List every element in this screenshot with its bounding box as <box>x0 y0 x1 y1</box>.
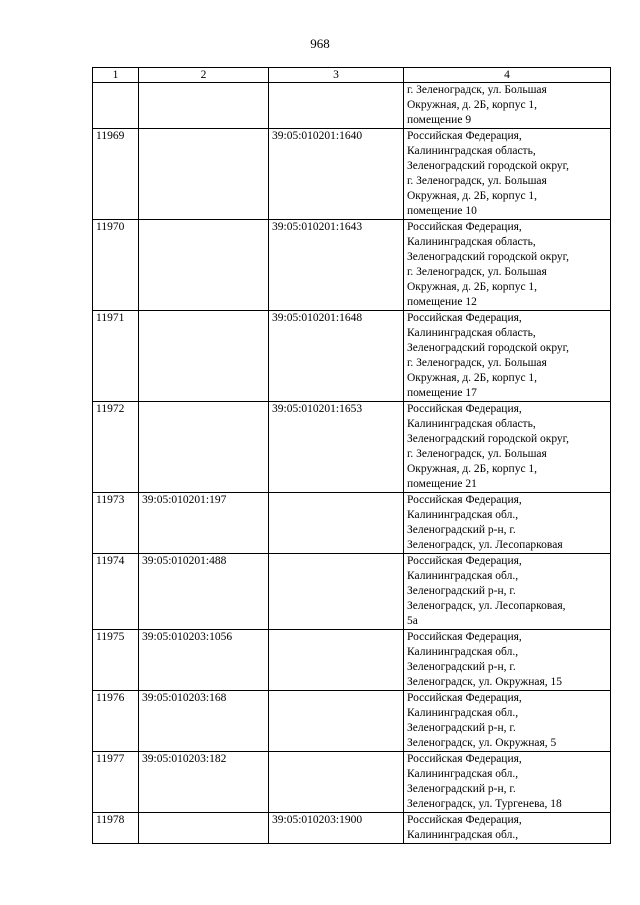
table-row <box>93 691 611 752</box>
address: Российская Федерация, Калининградская обл., Зеленоградский р-н, г. Зеленоградск, ул. Окружная, 5 <box>404 691 611 752</box>
table-row <box>93 220 611 311</box>
land-cadastral-number: 39:05:010201:197 <box>139 493 269 554</box>
object-cadastral-number <box>269 493 404 554</box>
row-number: 11973 <box>93 493 139 554</box>
land-cadastral-number <box>139 813 269 844</box>
row-number: 11975 <box>93 630 139 691</box>
row-number: 11976 <box>93 691 139 752</box>
land-cadastral-number <box>139 220 269 311</box>
address: Российская Федерация, Калининградская область, Зеленоградский городской округ, г. Зеленоградск, ул. Большая Окружная, д. 2Б, корпус 1, помещение 17 <box>404 311 611 402</box>
column-header-1: 1 <box>93 68 139 83</box>
address: Российская Федерация, Калининградская область, Зеленоградский городской округ, г. Зеленоградск, ул. Большая Окружная, д. 2Б, корпус 1, помещение 10 <box>404 129 611 220</box>
row-number: 11978 <box>93 813 139 844</box>
address: Российская Федерация, Калининградская обл., Зеленоградский р-н, г. Зеленоградск, ул. Окружная, 15 <box>404 630 611 691</box>
table-row <box>93 402 611 493</box>
address: Российская Федерация, Калининградская обл., <box>404 813 611 844</box>
land-cadastral-number: 39:05:010203:182 <box>139 752 269 813</box>
land-cadastral-number <box>139 311 269 402</box>
row-number: 11971 <box>93 311 139 402</box>
address: Российская Федерация, Калининградская обл., Зеленоградский р-н, г. Зеленоградск, ул. Лесопарковая, 5а <box>404 554 611 630</box>
land-cadastral-number: 39:05:010203:1056 <box>139 630 269 691</box>
header-row <box>93 68 611 83</box>
row-number <box>93 83 139 129</box>
page-number: 968 <box>310 36 330 51</box>
table-row <box>93 752 611 813</box>
table-row <box>93 311 611 402</box>
land-cadastral-number <box>139 129 269 220</box>
object-cadastral-number <box>269 752 404 813</box>
land-cadastral-number: 39:05:010203:168 <box>139 691 269 752</box>
table-row <box>93 630 611 691</box>
column-header-2: 2 <box>139 68 269 83</box>
table-row <box>93 129 611 220</box>
object-cadastral-number: 39:05:010203:1900 <box>269 813 404 844</box>
table-row <box>93 813 611 844</box>
table-row <box>93 554 611 630</box>
land-cadastral-number <box>139 83 269 129</box>
address: Российская Федерация, Калининградская область, Зеленоградский городской округ, г. Зеленоградск, ул. Большая Окружная, д. 2Б, корпус 1, помещение 21 <box>404 402 611 493</box>
row-number: 11972 <box>93 402 139 493</box>
row-number: 11974 <box>93 554 139 630</box>
column-header-3: 3 <box>269 68 404 83</box>
object-cadastral-number: 39:05:010201:1643 <box>269 220 404 311</box>
row-number: 11970 <box>93 220 139 311</box>
table-row <box>93 83 611 129</box>
table-row <box>93 493 611 554</box>
object-cadastral-number: 39:05:010201:1653 <box>269 402 404 493</box>
object-cadastral-number: 39:05:010201:1648 <box>269 311 404 402</box>
address: Российская Федерация, Калининградская область, Зеленоградский городской округ, г. Зеленоградск, ул. Большая Окружная, д. 2Б, корпус 1, помещение 12 <box>404 220 611 311</box>
land-cadastral-number <box>139 402 269 493</box>
address: Российская Федерация, Калининградская обл., Зеленоградский р-н, г. Зеленоградск, ул. Лесопарковая <box>404 493 611 554</box>
object-cadastral-number <box>269 83 404 129</box>
row-number: 11969 <box>93 129 139 220</box>
address: Российская Федерация, Калининградская обл., Зеленоградский р-н, г. Зеленоградск, ул. Тургенева, 18 <box>404 752 611 813</box>
table-header <box>93 68 611 83</box>
table-body <box>93 83 611 844</box>
object-cadastral-number <box>269 630 404 691</box>
registry-table <box>92 67 611 844</box>
object-cadastral-number: 39:05:010201:1640 <box>269 129 404 220</box>
address: г. Зеленоградск, ул. Большая Окружная, д. 2Б, корпус 1, помещение 9 <box>404 83 611 129</box>
object-cadastral-number <box>269 691 404 752</box>
row-number: 11977 <box>93 752 139 813</box>
land-cadastral-number: 39:05:010201:488 <box>139 554 269 630</box>
column-header-4: 4 <box>404 68 611 83</box>
object-cadastral-number <box>269 554 404 630</box>
